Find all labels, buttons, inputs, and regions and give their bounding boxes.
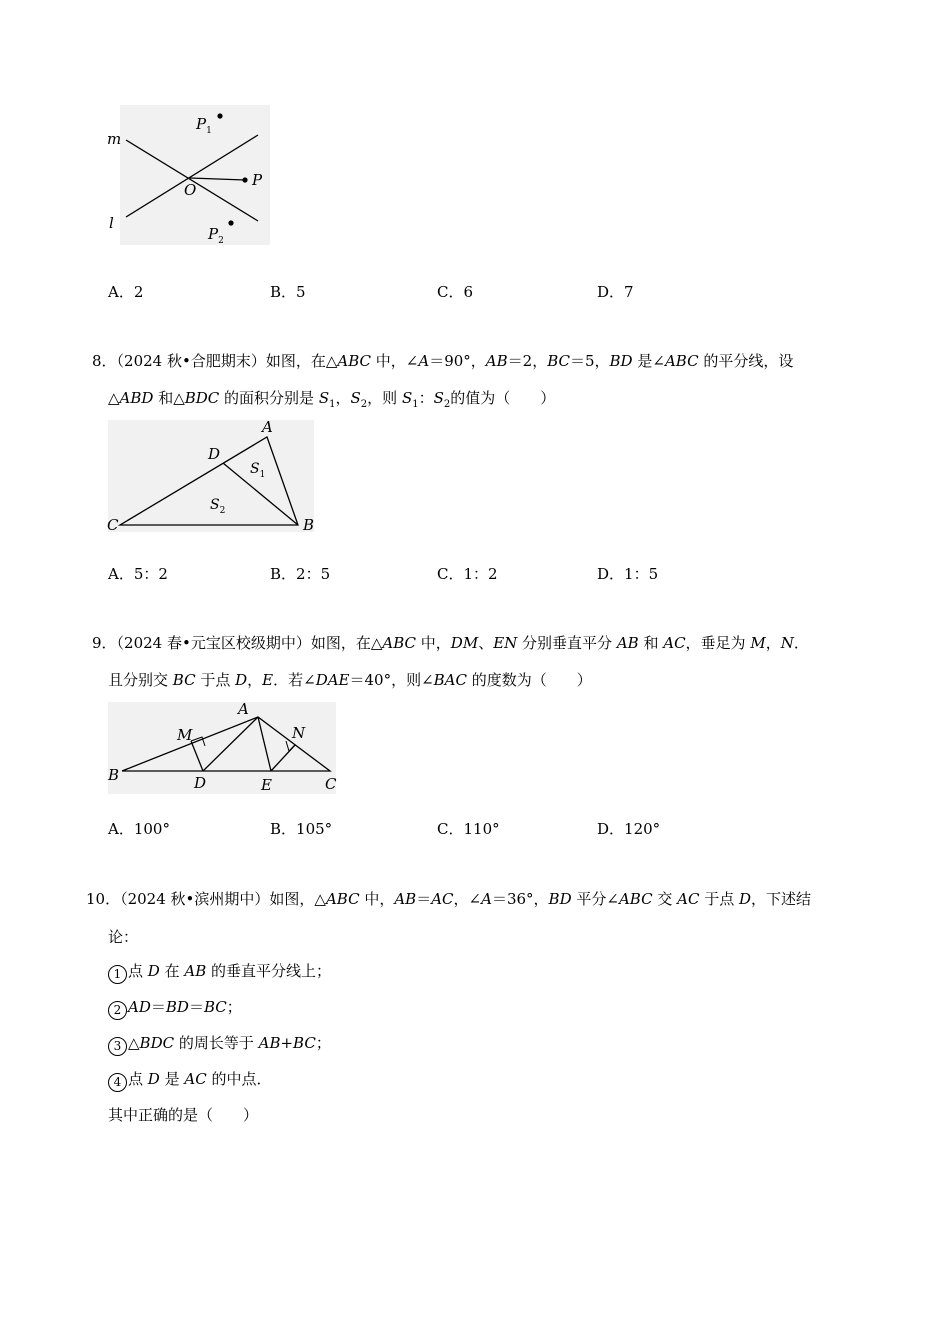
q9-option-a: A．100° [108,820,170,838]
q8-text: ＝90°， [429,352,486,370]
q9-var: N [780,634,794,652]
q9-var: AB [616,634,639,652]
q10-var: A [481,890,492,908]
q9-label-e: E [261,776,272,794]
q9-text: 且分别交 [108,671,173,689]
q9-var: AC [663,634,686,652]
q10-statement-2 [108,997,242,1020]
q10-var: AB [394,890,417,908]
q10-var: BD [165,998,189,1016]
q8-text: ， [335,389,351,407]
q8-text: 是∠ [632,352,665,370]
q8-sub: 1 [329,399,336,410]
q7-point-p1 [217,113,222,118]
q10-text: ＝ [188,998,204,1016]
q9-stem-line2 [108,670,592,690]
q7-figure [100,105,290,250]
q8-var: A [418,352,430,370]
q8-text: ＝2， [507,352,548,370]
q9-var: EN [493,634,518,652]
q10-text: 是 [159,1070,185,1088]
q7-label-p2-sub: 2 [218,236,224,246]
q7-point-p2 [228,220,233,225]
q8-text: 的面积分别是 [219,389,319,407]
q10-var: AC [431,890,454,908]
q9-text: 如图，在△ [310,634,383,652]
q8-var: ABC [664,352,699,370]
q10-stem-line1 [86,889,811,909]
q10-var: AC [184,1070,207,1088]
q8-option-a: A．5：2 [108,565,168,583]
q10-statement-4 [108,1069,271,1092]
q8-label-s2-sub: 2 [219,506,226,516]
q9-text: 中， [416,634,451,652]
q7-option-b: B．5 [270,283,306,301]
q7-figure-background [120,105,270,245]
q10-var: BDC [139,1034,175,1052]
q10-text: ＝36°， [491,890,549,908]
q9-text: 、 [478,634,494,652]
q10-text: ，下述结 [751,890,812,908]
q10-var: D [738,890,752,908]
q10-text: 点 [128,962,148,980]
q10-text: ＝ [416,890,432,908]
q8-text: 如图，在△ [265,352,338,370]
q8-option-d: D．1：5 [597,565,659,583]
q10-var: AB [184,962,207,980]
q10-text: 点 [128,1070,148,1088]
q8-figure [100,416,325,536]
q8-option-c: C．1：2 [437,565,498,583]
q9-var: D [235,671,248,689]
q8-var: AB [485,352,508,370]
q9-text: ， [247,671,263,689]
q8-label-s1-sub: 1 [259,470,266,480]
q8-figure-background [108,420,314,532]
q9-var: DM [450,634,479,652]
q10-var: ABC [325,890,360,908]
q7-option-d: D．7 [597,283,634,301]
q10-statement-1 [108,961,331,984]
q10-var: BC [203,998,227,1016]
q10-text: 中， [359,890,395,908]
q10-text: ，∠ [453,890,482,908]
q10-var: D [147,962,160,980]
q8-text: ＝5， [569,352,610,370]
q9-text: 和 [638,634,664,652]
q10-source: （2024 秋•滨州期中） [120,890,270,908]
q8-text: ： [418,389,434,407]
q8-label-c: C [107,516,119,534]
q10-var: AD [128,998,151,1016]
q9-text: 分别垂直平分 [517,634,617,652]
q9-text: ，垂足为 [685,634,751,652]
q8-var: S [401,389,413,407]
q7-option-c: C．6 [437,283,474,301]
q10-text: ＝ [150,998,166,1016]
q8-var: BC [547,352,570,370]
q8-var: BD [609,352,633,370]
q10-var: ABC [618,890,653,908]
q9-figure-background [108,702,336,794]
q7-label-l: l [109,214,114,232]
q9-source: （2024 春•元宝区校级期中） [116,634,311,652]
q9-text: ．若∠ [273,671,316,689]
q8-sub: 2 [360,399,368,410]
q9-var: E [262,671,274,689]
q7-label-p: P [252,171,263,189]
q10-text: 的周长等于 [174,1034,259,1052]
q10-final-prompt: 其中正确的是（ ） [108,1106,259,1124]
q8-var: BDC [184,389,220,407]
q8-text: ，则 [367,389,402,407]
q8-sub: 1 [412,399,419,410]
q8-var: S [433,389,444,407]
q10-statement-1-number: 1 [108,965,127,984]
q8-stem-line1 [92,351,793,371]
q10-text: 交 [652,890,678,908]
q8-label-d: D [208,445,221,463]
q8-label-b: B [303,516,315,534]
q9-var: BC [172,671,196,689]
q9-option-c: C．110° [437,820,500,838]
q10-text: 于点 [699,890,739,908]
q10-text: 如图，△ [269,890,326,908]
q10-var: AB+BC [258,1034,316,1052]
q9-label-n: N [292,724,306,742]
q8-var: S [350,389,361,407]
q10-statement-3-number: 3 [108,1037,127,1056]
q8-text: 的值为（ ） [450,389,556,407]
q9-var: BAC [433,671,467,689]
q9-var: ABC [382,634,417,652]
q10-number: 10． [86,890,121,908]
q9-text: ． [793,634,809,652]
q8-label-s2-letter: S [210,497,220,513]
q9-text: ， [765,634,781,652]
q10-var: AC [677,890,700,908]
q8-var: ABC [337,352,372,370]
q10-text: △ [128,1034,140,1052]
q7-label-m: m [107,130,122,148]
q8-text: 的平分线，设 [698,352,794,370]
q9-label-c: C [325,775,337,793]
q9-figure [100,698,345,798]
q9-text: 于点 [195,671,236,689]
q8-label-a: A [262,418,273,436]
q10-stem-line2: 论： [108,928,139,946]
q7-label-p1-sub: 1 [206,126,212,136]
q10-text: 的中点． [206,1070,272,1088]
q8-label-s1-letter: S [250,461,260,477]
q10-var: BD [548,890,572,908]
q7-label-o: O [184,181,197,199]
q8-number: 8． [92,352,117,370]
q10-statement-2-number: 2 [108,1001,127,1020]
q9-stem-line1 [92,633,809,653]
q10-statement-3 [108,1033,331,1056]
q7-option-a: A．2 [108,283,144,301]
q9-label-d: D [194,774,207,792]
q8-text: 中，∠ [371,352,419,370]
q7-point-p [242,177,247,182]
q9-var: DAE [315,671,350,689]
q10-text: 的垂直平分线上； [206,962,331,980]
q9-label-m: M [177,726,193,744]
q9-var: M [750,634,766,652]
q8-text: 和△ [153,389,185,407]
q7-label-p2-letter: P [208,225,219,243]
q10-var: D [147,1070,160,1088]
q9-option-b: B．105° [270,820,333,838]
q9-text: ＝40°，则∠ [349,671,434,689]
q10-text: ； [226,998,242,1016]
q10-text: ； [315,1034,331,1052]
q8-source: （2024 秋•合肥期末） [116,352,266,370]
q9-label-a: A [238,700,249,718]
q8-option-b: B．2：5 [270,565,331,583]
q9-number: 9． [92,634,117,652]
q9-text: 的度数为（ ） [467,671,592,689]
q8-stem-line2 [108,388,555,415]
q8-var: ABD [119,389,154,407]
q9-label-b: B [108,766,120,784]
q8-var: S [318,389,330,407]
q7-label-p1-letter: P [196,115,207,133]
q10-text: 在 [159,962,185,980]
q10-text: 平分∠ [571,890,619,908]
q10-statement-4-number: 4 [108,1073,127,1092]
q9-option-d: D．120° [597,820,661,838]
q8-text: △ [108,389,120,407]
q8-sub: 2 [443,399,451,410]
